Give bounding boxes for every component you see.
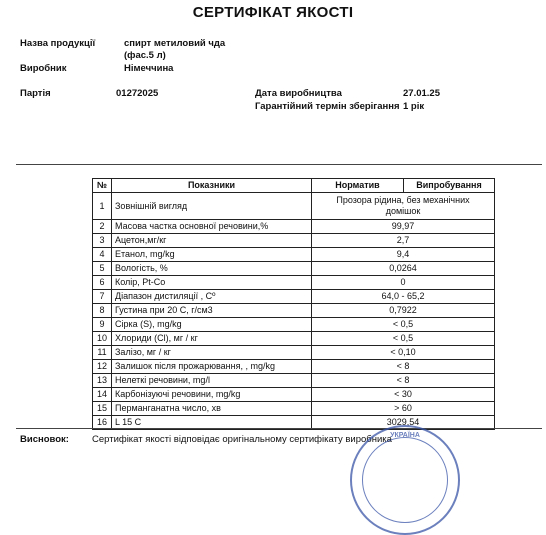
row-indicator: Густина при 20 C, г/см3: [112, 304, 312, 318]
row-indicator: Вологість, %: [112, 262, 312, 276]
row-value: 0,0264: [312, 262, 495, 276]
conclusion-text: Сертифікат якості відповідає оригінальному сертифікату виробника: [92, 434, 392, 445]
row-indicator: Сірка (S), mg/kg: [112, 318, 312, 332]
row-number: 2: [93, 220, 112, 234]
table-row: [93, 346, 495, 360]
row-value: < 8: [312, 360, 495, 374]
table-row: [93, 276, 495, 290]
row-value: 99,97: [312, 220, 495, 234]
header-indicator: Показники: [112, 179, 312, 193]
table-row: [93, 388, 495, 402]
row-number: 1: [93, 193, 112, 220]
table-row: [93, 234, 495, 248]
row-value: 64,0 - 65,2: [312, 290, 495, 304]
row-indicator: Зовнішній вигляд: [112, 193, 312, 220]
row-number: 4: [93, 248, 112, 262]
warranty-label: Гарантійний термін зберігання: [255, 101, 400, 112]
row-indicator: Нелеткі речовини, mg/l: [112, 374, 312, 388]
row-value: < 0,10: [312, 346, 495, 360]
batch-value: 01272025: [116, 88, 159, 99]
row-indicator: Етанол, mg/kg: [112, 248, 312, 262]
company-stamp: [350, 425, 460, 535]
production-date-value: 27.01.25: [403, 88, 440, 99]
page-title: СЕРТИФІКАТ ЯКОСТІ: [192, 4, 354, 21]
row-number: 9: [93, 318, 112, 332]
row-number: 14: [93, 388, 112, 402]
quality-table: [92, 178, 495, 430]
row-indicator: Діапазон дистиляції , Cº: [112, 290, 312, 304]
conclusion-label: Висновок:: [20, 434, 69, 445]
table-row: [93, 318, 495, 332]
row-value: 0: [312, 276, 495, 290]
product-name-label: Назва продукції: [20, 38, 96, 49]
table-header-row: [93, 179, 495, 193]
maker-label: Виробник: [20, 63, 67, 74]
row-value: Прозора рідина, без механічних домішок: [312, 193, 495, 220]
batch-label: Партія: [20, 88, 51, 99]
table-row: [93, 262, 495, 276]
row-indicator: Залізо, мг / кг: [112, 346, 312, 360]
table-row: [93, 360, 495, 374]
row-indicator: Колір, Pt-Co: [112, 276, 312, 290]
bottom-divider: [16, 428, 542, 429]
row-value: > 60: [312, 402, 495, 416]
top-divider: [16, 164, 542, 165]
row-value: < 0,5: [312, 318, 495, 332]
header-test: Випробування: [404, 179, 495, 193]
row-value: < 0,5: [312, 332, 495, 346]
row-indicator: Залишок після прожарювання, , mg/kg: [112, 360, 312, 374]
row-number: 10: [93, 332, 112, 346]
row-number: 11: [93, 346, 112, 360]
row-value: 0,7922: [312, 304, 495, 318]
table-row: [93, 304, 495, 318]
row-indicator: Перманганатна число, хв: [112, 402, 312, 416]
table-row: [93, 193, 495, 220]
row-number: 5: [93, 262, 112, 276]
row-number: 6: [93, 276, 112, 290]
row-value: 2,7: [312, 234, 495, 248]
maker-value: Німеччина: [124, 63, 174, 74]
row-number: 3: [93, 234, 112, 248]
row-number: 12: [93, 360, 112, 374]
product-name-line1: спирт метиловий чда: [124, 38, 226, 49]
row-value: < 8: [312, 374, 495, 388]
row-indicator: Масова частка основної речовини,%: [112, 220, 312, 234]
row-number: 13: [93, 374, 112, 388]
stamp-text: УКРАЇНА: [390, 432, 420, 439]
table-row: [93, 374, 495, 388]
table-row: [93, 248, 495, 262]
row-number: 8: [93, 304, 112, 318]
row-indicator: Ацетон,мг/кг: [112, 234, 312, 248]
row-indicator: Карбонізуючі речовини, mg/kg: [112, 388, 312, 402]
row-number: 15: [93, 402, 112, 416]
row-indicator: L 15 C: [112, 416, 312, 430]
row-number: 16: [93, 416, 112, 430]
row-value: 3029,54: [312, 416, 495, 430]
header-number: №: [93, 179, 112, 193]
row-value: 9,4: [312, 248, 495, 262]
header-norm: Норматив: [312, 179, 404, 193]
product-name-line2: (фас.5 л): [124, 50, 166, 61]
table-row: [93, 220, 495, 234]
row-number: 7: [93, 290, 112, 304]
production-date-label: Дата виробництва: [255, 88, 342, 99]
warranty-value: 1 рік: [403, 101, 425, 112]
row-value: < 30: [312, 388, 495, 402]
table-row: [93, 402, 495, 416]
table-row: [93, 332, 495, 346]
row-indicator: Хлориди (Cl), мг / кг: [112, 332, 312, 346]
table-row: [93, 290, 495, 304]
